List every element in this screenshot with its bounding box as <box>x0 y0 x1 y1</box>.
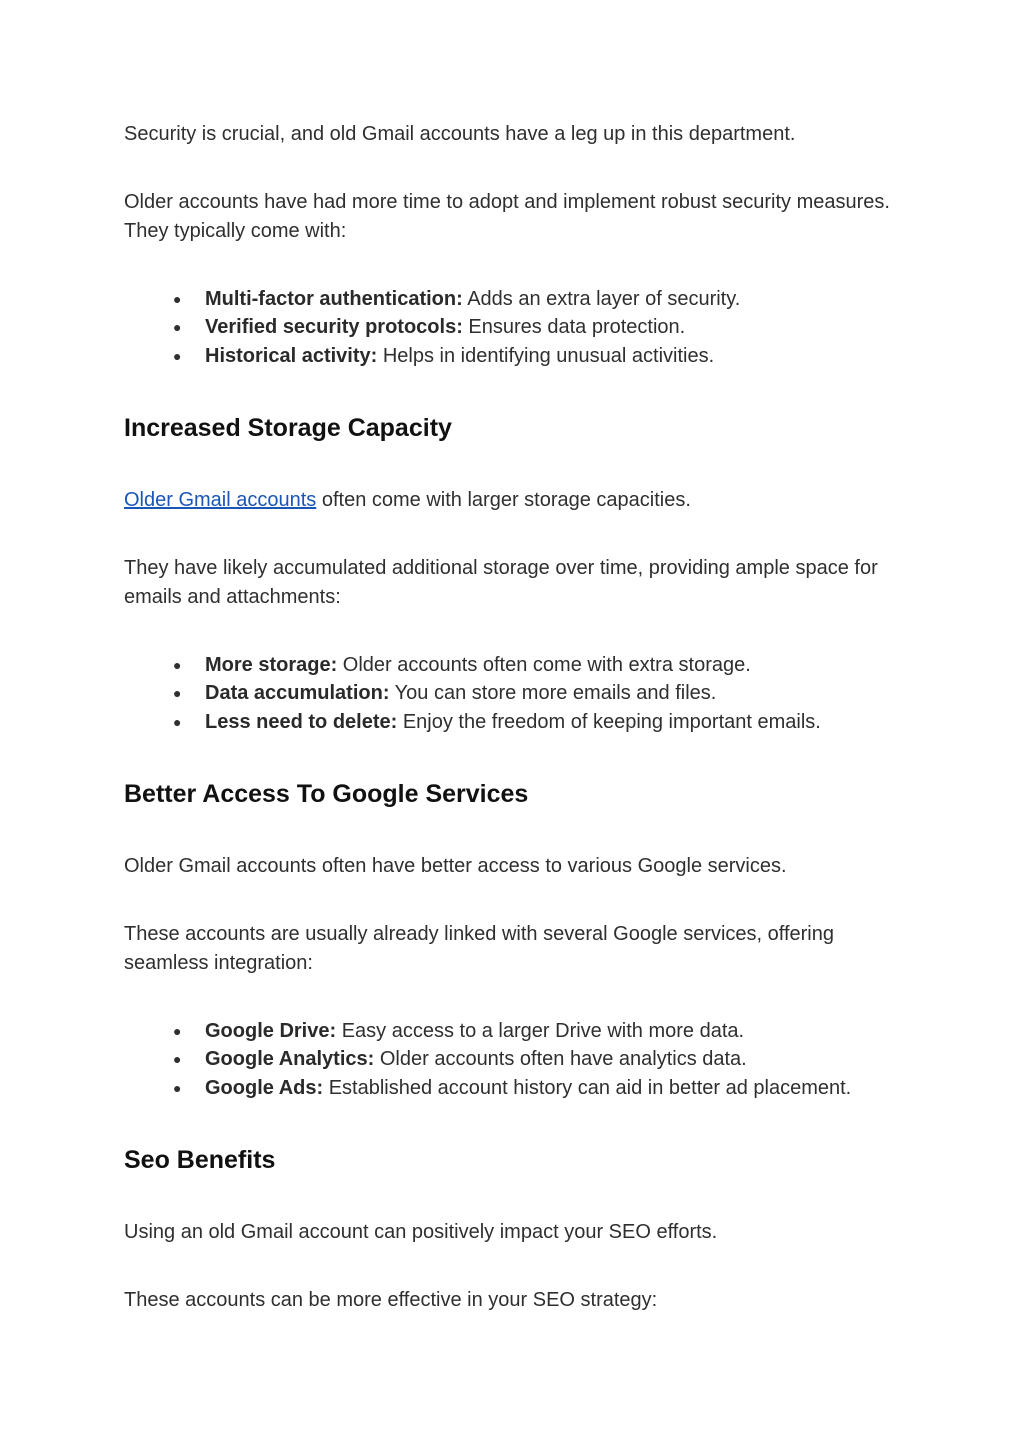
list-item-description: Adds an extra layer of security. <box>462 287 741 310</box>
seo-heading: Seo Benefits <box>124 1146 276 1174</box>
bullet-icon: ● <box>173 319 182 335</box>
bullet-icon: ● <box>173 1051 182 1067</box>
list-item <box>124 679 914 708</box>
list-item-term: More storage: <box>205 653 338 676</box>
bullet-icon: ● <box>173 1022 182 1039</box>
bullet-icon: ● <box>173 656 182 673</box>
bullet-icon: ● <box>173 713 182 730</box>
list-item-term: Multi-factor authentication: <box>205 287 463 310</box>
list-item-term: Google Ads: <box>205 1076 324 1099</box>
list-item <box>124 1017 914 1046</box>
list-item-description: Older accounts often have analytics data. <box>374 1048 747 1070</box>
list-item-term: Less need to delete: <box>205 710 398 733</box>
bullet-icon: ● <box>173 1079 182 1096</box>
list-item <box>124 651 914 680</box>
document-page <box>124 120 914 1315</box>
storage-intro-rest: often come with larger storage capacities. <box>316 489 691 511</box>
list-item-term: Data accumulation: <box>205 682 390 704</box>
storage-feature-list <box>124 651 914 737</box>
list-item-description: Enjoy the freedom of keeping important emails. <box>397 710 821 733</box>
list-item-term: Google Analytics: <box>205 1048 375 1070</box>
google-intro-paragraph: Older Gmail accounts often have better access to various Google services. <box>124 855 787 877</box>
storage-heading: Increased Storage Capacity <box>124 414 452 442</box>
list-item-term: Google Drive: <box>205 1019 337 1042</box>
list-item-description: You can store more emails and files. <box>389 682 717 704</box>
list-item-description: Ensures data protection. <box>462 316 686 338</box>
seo-intro-paragraph: Using an old Gmail account can positively impact your SEO efforts. <box>124 1221 718 1243</box>
google-services-list <box>124 1017 914 1103</box>
google-detail-paragraph: These accounts are usually already linked with several Google services, offering seamless integration: <box>124 923 834 974</box>
bullet-icon: ● <box>173 347 182 364</box>
list-item <box>124 313 914 342</box>
google-services-heading: Better Access To Google Services <box>124 780 529 808</box>
bullet-icon: ● <box>173 290 182 307</box>
list-item <box>124 285 914 314</box>
storage-detail-paragraph: They have likely accumulated additional storage over time, providing ample space for emails and attachments: <box>124 557 878 608</box>
storage-intro-paragraph <box>124 486 914 515</box>
list-item-term: Verified security protocols: <box>205 316 463 338</box>
list-item <box>124 1074 914 1103</box>
seo-detail-paragraph: These accounts can be more effective in your SEO strategy: <box>124 1289 658 1311</box>
security-intro-paragraph: Security is crucial, and old Gmail accounts have a leg up in this department. <box>124 123 796 145</box>
list-item <box>124 342 914 371</box>
list-item-description: Older accounts often come with extra storage. <box>337 653 751 676</box>
bullet-icon: ● <box>173 685 182 701</box>
list-item-term: Historical activity: <box>205 344 378 367</box>
list-item-description: Easy access to a larger Drive with more data. <box>336 1019 745 1042</box>
security-feature-list <box>124 285 914 371</box>
older-gmail-accounts-link[interactable]: Older Gmail accounts <box>124 489 317 511</box>
list-item <box>124 708 914 737</box>
list-item-description: Established account history can aid in better ad placement. <box>323 1076 852 1099</box>
security-detail-paragraph: Older accounts have had more time to adopt and implement robust security measures. They typically come with: <box>124 191 890 242</box>
list-item-description: Helps in identifying unusual activities. <box>377 344 715 367</box>
list-item <box>124 1045 914 1074</box>
